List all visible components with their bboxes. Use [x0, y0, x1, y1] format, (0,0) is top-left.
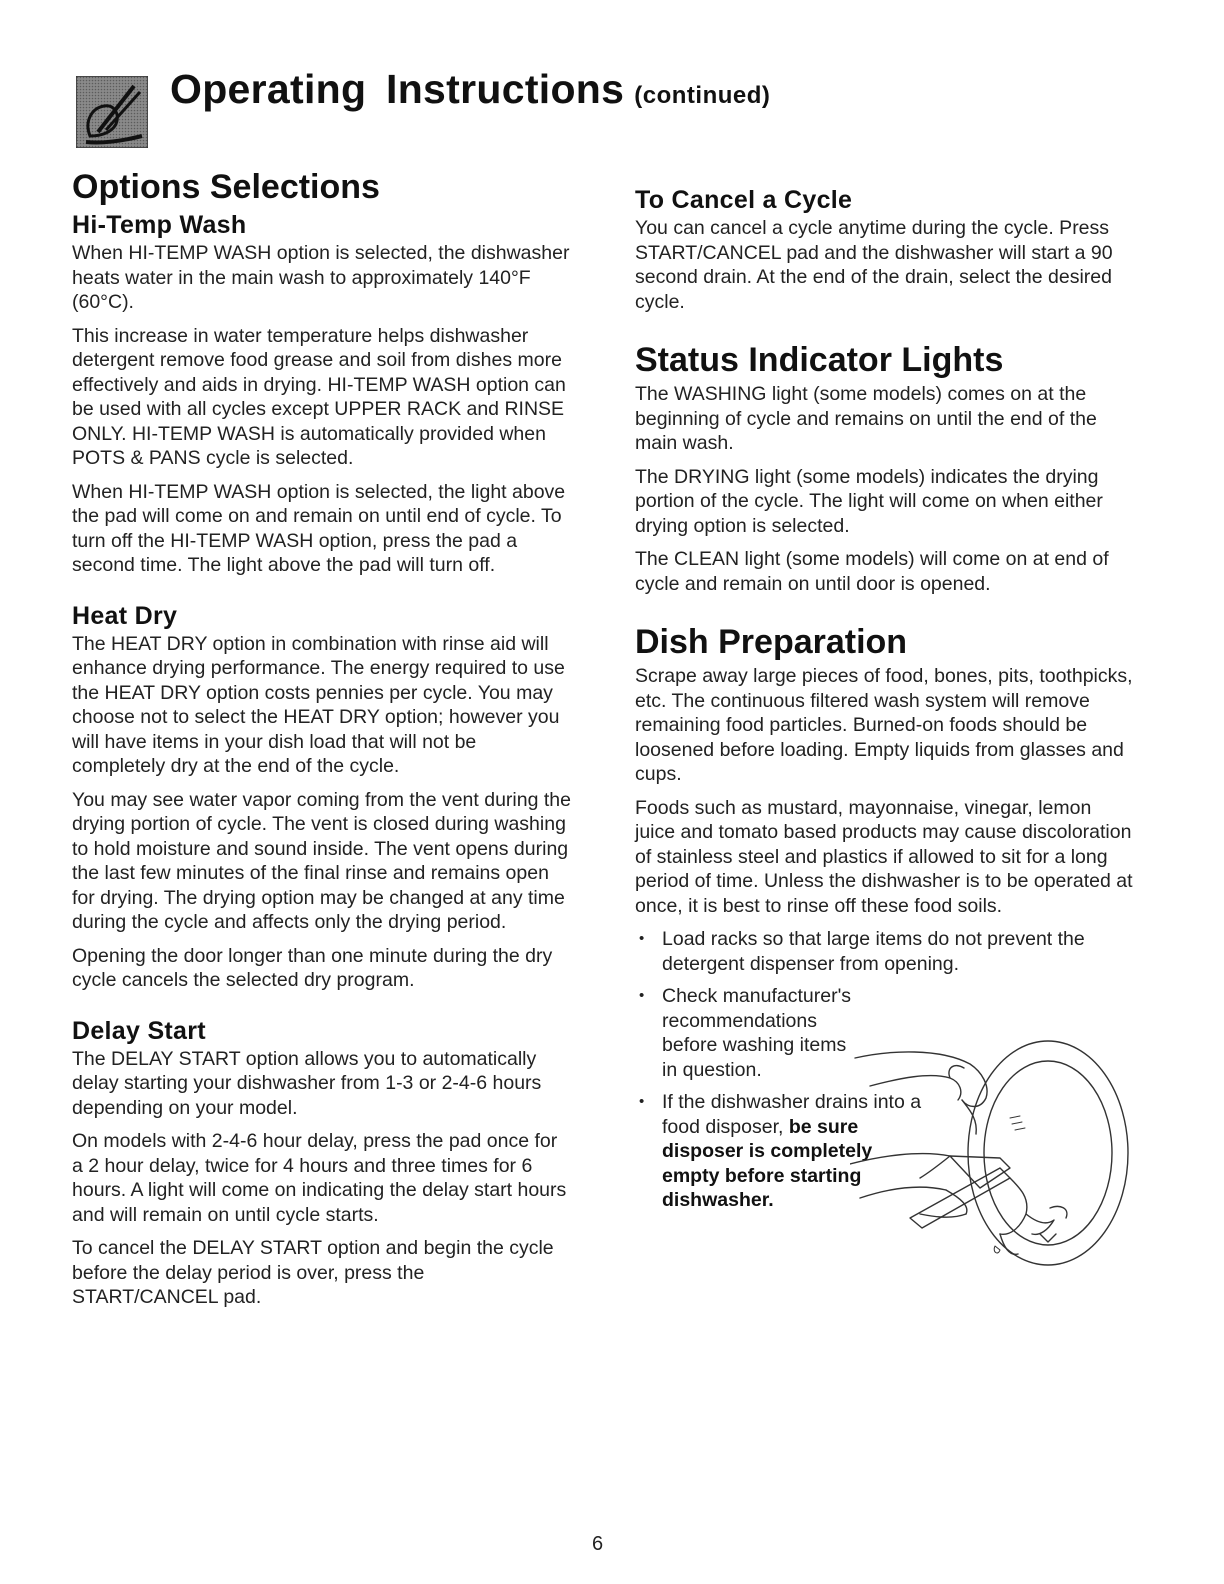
page-title	[170, 66, 770, 113]
hi-temp-paragraph-1: When HI-TEMP WASH option is selected, the dishwasher heats water in the main wash to approximately 140°F (60°C).	[72, 242, 570, 313]
delay-start-paragraph-1: The DELAY START option allows you to automatically delay starting your dishwasher from 1-3 or 2-4-6 hours depending on your model.	[72, 1047, 542, 1119]
status-indicator-title: Status Indicator Lights	[635, 341, 1004, 379]
bullet-text-2: Check manufacturer's recommendations before washing items in question.	[662, 985, 852, 1081]
bullet-text-1: Load racks so that large items do not prevent the detergent dispenser from opening.	[662, 928, 1085, 975]
left-column	[72, 165, 572, 1319]
delay-start-paragraph-3: To cancel the DELAY START option and begin the cycle before the delay period is over, press the START/CANCEL pad.	[72, 1237, 554, 1308]
bullet-text-3a: If the dishwasher drains into a food disposer,	[662, 1091, 922, 1138]
heat-dry-heading: Heat Dry	[72, 601, 178, 630]
status-paragraph-2: The DRYING light (some models) indicates the drying portion of the cycle. The light will come on when either drying option is selected.	[635, 465, 1103, 537]
dish-prep-paragraph-2: Foods such as mustard, mayonnaise, vinegar, lemon juice and tomato based products may cause discoloration of stainless steel and plastics if allowed to sit for a long period of time. Unless the dishwasher is to be operated at once, it is best to rinse off these food soils.	[635, 796, 1133, 917]
heat-dry-paragraph-3: Opening the door longer than one minute during the dry cycle cancels the selected dry program.	[72, 944, 553, 991]
dish-preparation-title: Dish Preparation	[635, 623, 908, 661]
dish-prep-paragraph-1: Scrape away large pieces of food, bones, pits, toothpicks, etc. The continuous filtered wash system will remove remaining food particles. Burned-on foods should be loosened before loading. Empty liquids from glasses and cups.	[635, 665, 1133, 785]
bullet-text-3b: be sure disposer is completely empty before starting dishwasher.	[662, 1115, 873, 1211]
hand-on-plate-icon	[76, 76, 148, 148]
delay-start-paragraph-2: On models with 2-4-6 hour delay, press the pad once for a 2 hour delay, twice for 4 hours and three times for 6 hours. A light will come on indicating the delay start hours and will remain on until cycle starts.	[72, 1130, 567, 1226]
delay-start-heading: Delay Start	[72, 1016, 206, 1045]
list-item	[635, 927, 1135, 976]
title-subtitle: (continued)	[634, 82, 771, 109]
title-main: Operating Instructions	[170, 66, 625, 112]
cancel-cycle-heading: To Cancel a Cycle	[635, 186, 853, 214]
status-paragraph-3: The CLEAN light (some models) will come on at end of cycle and remain on until door is opened.	[635, 548, 1109, 595]
options-selections-title: Options Selections	[72, 168, 380, 206]
status-paragraph-1: The WASHING light (some models) comes on at the beginning of cycle and remains on until the end of the main wash.	[635, 383, 1097, 454]
page-header	[76, 62, 1176, 152]
hi-temp-paragraph-2: This increase in water temperature helps dishwasher detergent remove food grease and soil from dishes more effectively and aids in drying. HI-TEMP WASH option can be used with all cycles except UPPER RACK and RINSE ONLY. HI-TEMP WASH is automatically provided when POTS & PANS cycle is selected.	[72, 324, 566, 469]
heat-dry-paragraph-2: You may see water vapor coming from the vent during the drying portion of cycle. The vent is closed during washing to hold moisture and sound inside. The vent opens during the last few minutes of the final rinse and remains open for drying. The drying option may be changed at any time during the cycle and affects only the drying period.	[72, 788, 571, 933]
heat-dry-paragraph-1: The HEAT DRY option in combination with rinse aid will enhance drying performance. The energy required to use the HEAT DRY option costs pennies per cycle. You may choose not to select the HEAT DRY option; however you will have items in your dish load that will not be completely dry at the end of the cycle.	[72, 632, 565, 777]
hi-temp-paragraph-3: When HI-TEMP WASH option is selected, the light above the pad will come on and remain on until end of cycle. To turn off the HI-TEMP WASH option, press the pad a second time. The light above the pad will turn off.	[72, 480, 566, 576]
plate-scraping-illustration	[850, 1038, 1130, 1268]
page-number: 6	[592, 1533, 604, 1555]
hi-temp-wash-heading: Hi-Temp Wash	[72, 211, 247, 239]
cancel-cycle-paragraph: You can cancel a cycle anytime during the cycle. Press START/CANCEL pad and the dishwasher will start a 90 second drain. At the end of the drain, select the desired cycle.	[635, 217, 1113, 313]
list-item	[635, 984, 862, 1082]
